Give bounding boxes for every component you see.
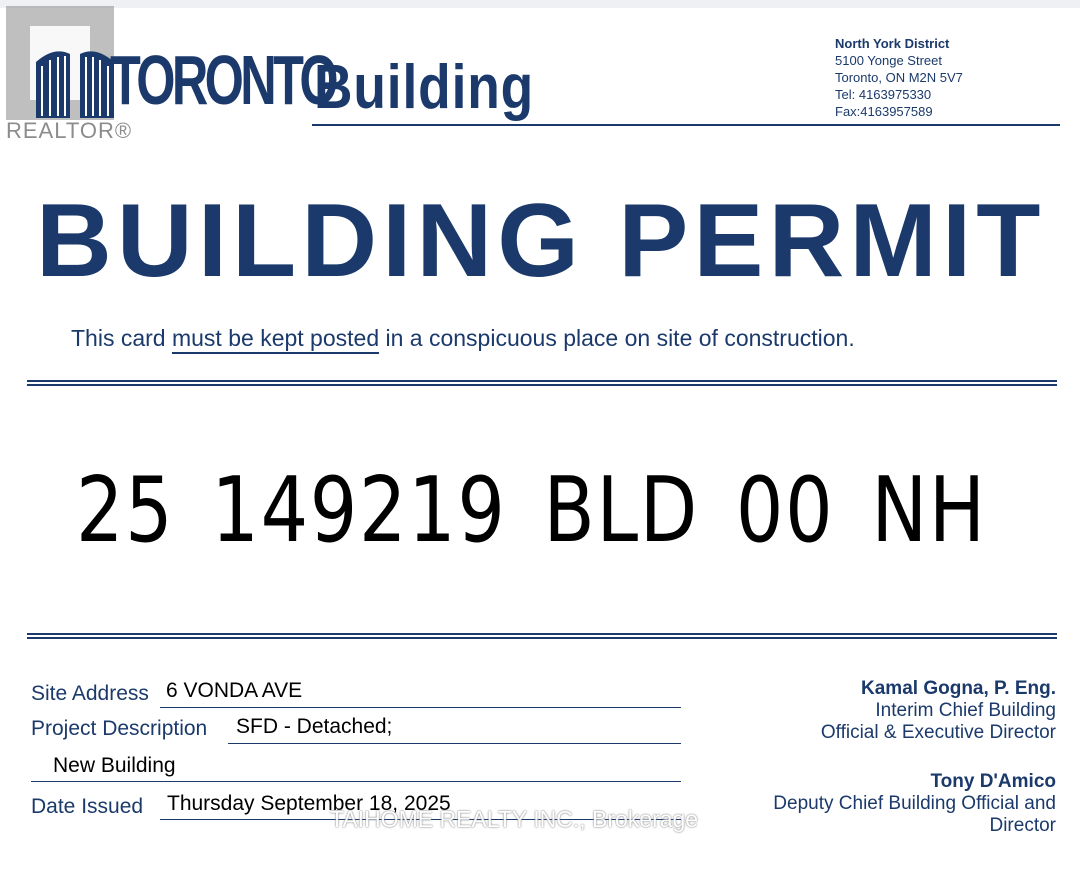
posting-notice (71, 325, 855, 352)
site-address-value: 6 VONDA AVE (166, 679, 303, 702)
office-city: Toronto, ON M2N 5V7 (835, 70, 963, 85)
notice-underlined-text: must be kept posted (172, 325, 379, 354)
notice-text-after: in a conspicuous place on site of construction. (379, 325, 855, 351)
project-description-line-2 (31, 781, 681, 782)
date-issued-label: Date Issued (31, 795, 144, 818)
site-address-line (160, 707, 681, 708)
district-office-address (835, 35, 963, 120)
permit-number: 25 149219 BLD 00 NH (76, 458, 987, 563)
permit-title: BUILDING PERMIT (36, 183, 1046, 299)
brokerage-watermark: TAIHOME REALTY INC., Brokerage (330, 806, 699, 832)
project-description-label: Project Description (31, 717, 208, 740)
realtor-mark: REALTOR® (6, 118, 133, 143)
signatory-1-name: Kamal Gogna, P. Eng. (861, 678, 1056, 699)
notice-text-before: This card (71, 325, 172, 351)
double-rule-top (27, 380, 1057, 386)
signatory-2-title-line2: Director (989, 815, 1056, 836)
city-hall-logo-icon (30, 40, 120, 122)
logo-toronto-text: TORONTO (110, 41, 335, 119)
signatory-1-title-line1: Interim Chief Building (875, 700, 1056, 721)
signatory-deputy-chief (773, 771, 1056, 837)
header-rule (312, 124, 1060, 126)
office-fax: Fax:4163957589 (835, 104, 933, 119)
office-tel: Tel: 4163975330 (835, 87, 932, 102)
site-address-label: Site Address (31, 682, 149, 705)
signatory-2-title-line1: Deputy Chief Building Official and (773, 793, 1056, 814)
date-issued-value: Thursday September 18, 2025 (167, 792, 451, 815)
logo-building-text: Building (314, 53, 535, 122)
project-description-value: SFD - Detached; (236, 715, 393, 738)
signatory-1-title-line2: Official & Executive Director (820, 722, 1056, 743)
signatory-chief-building-official (821, 678, 1056, 744)
office-street: 5100 Yonge Street (835, 53, 942, 68)
project-description-line (228, 743, 681, 744)
top-strip (0, 0, 1080, 8)
double-rule-bottom (27, 633, 1057, 639)
signatory-2-name: Tony D'Amico (930, 771, 1056, 792)
project-description-value-cont: New Building (53, 754, 176, 777)
district-name: North York District (835, 36, 950, 51)
